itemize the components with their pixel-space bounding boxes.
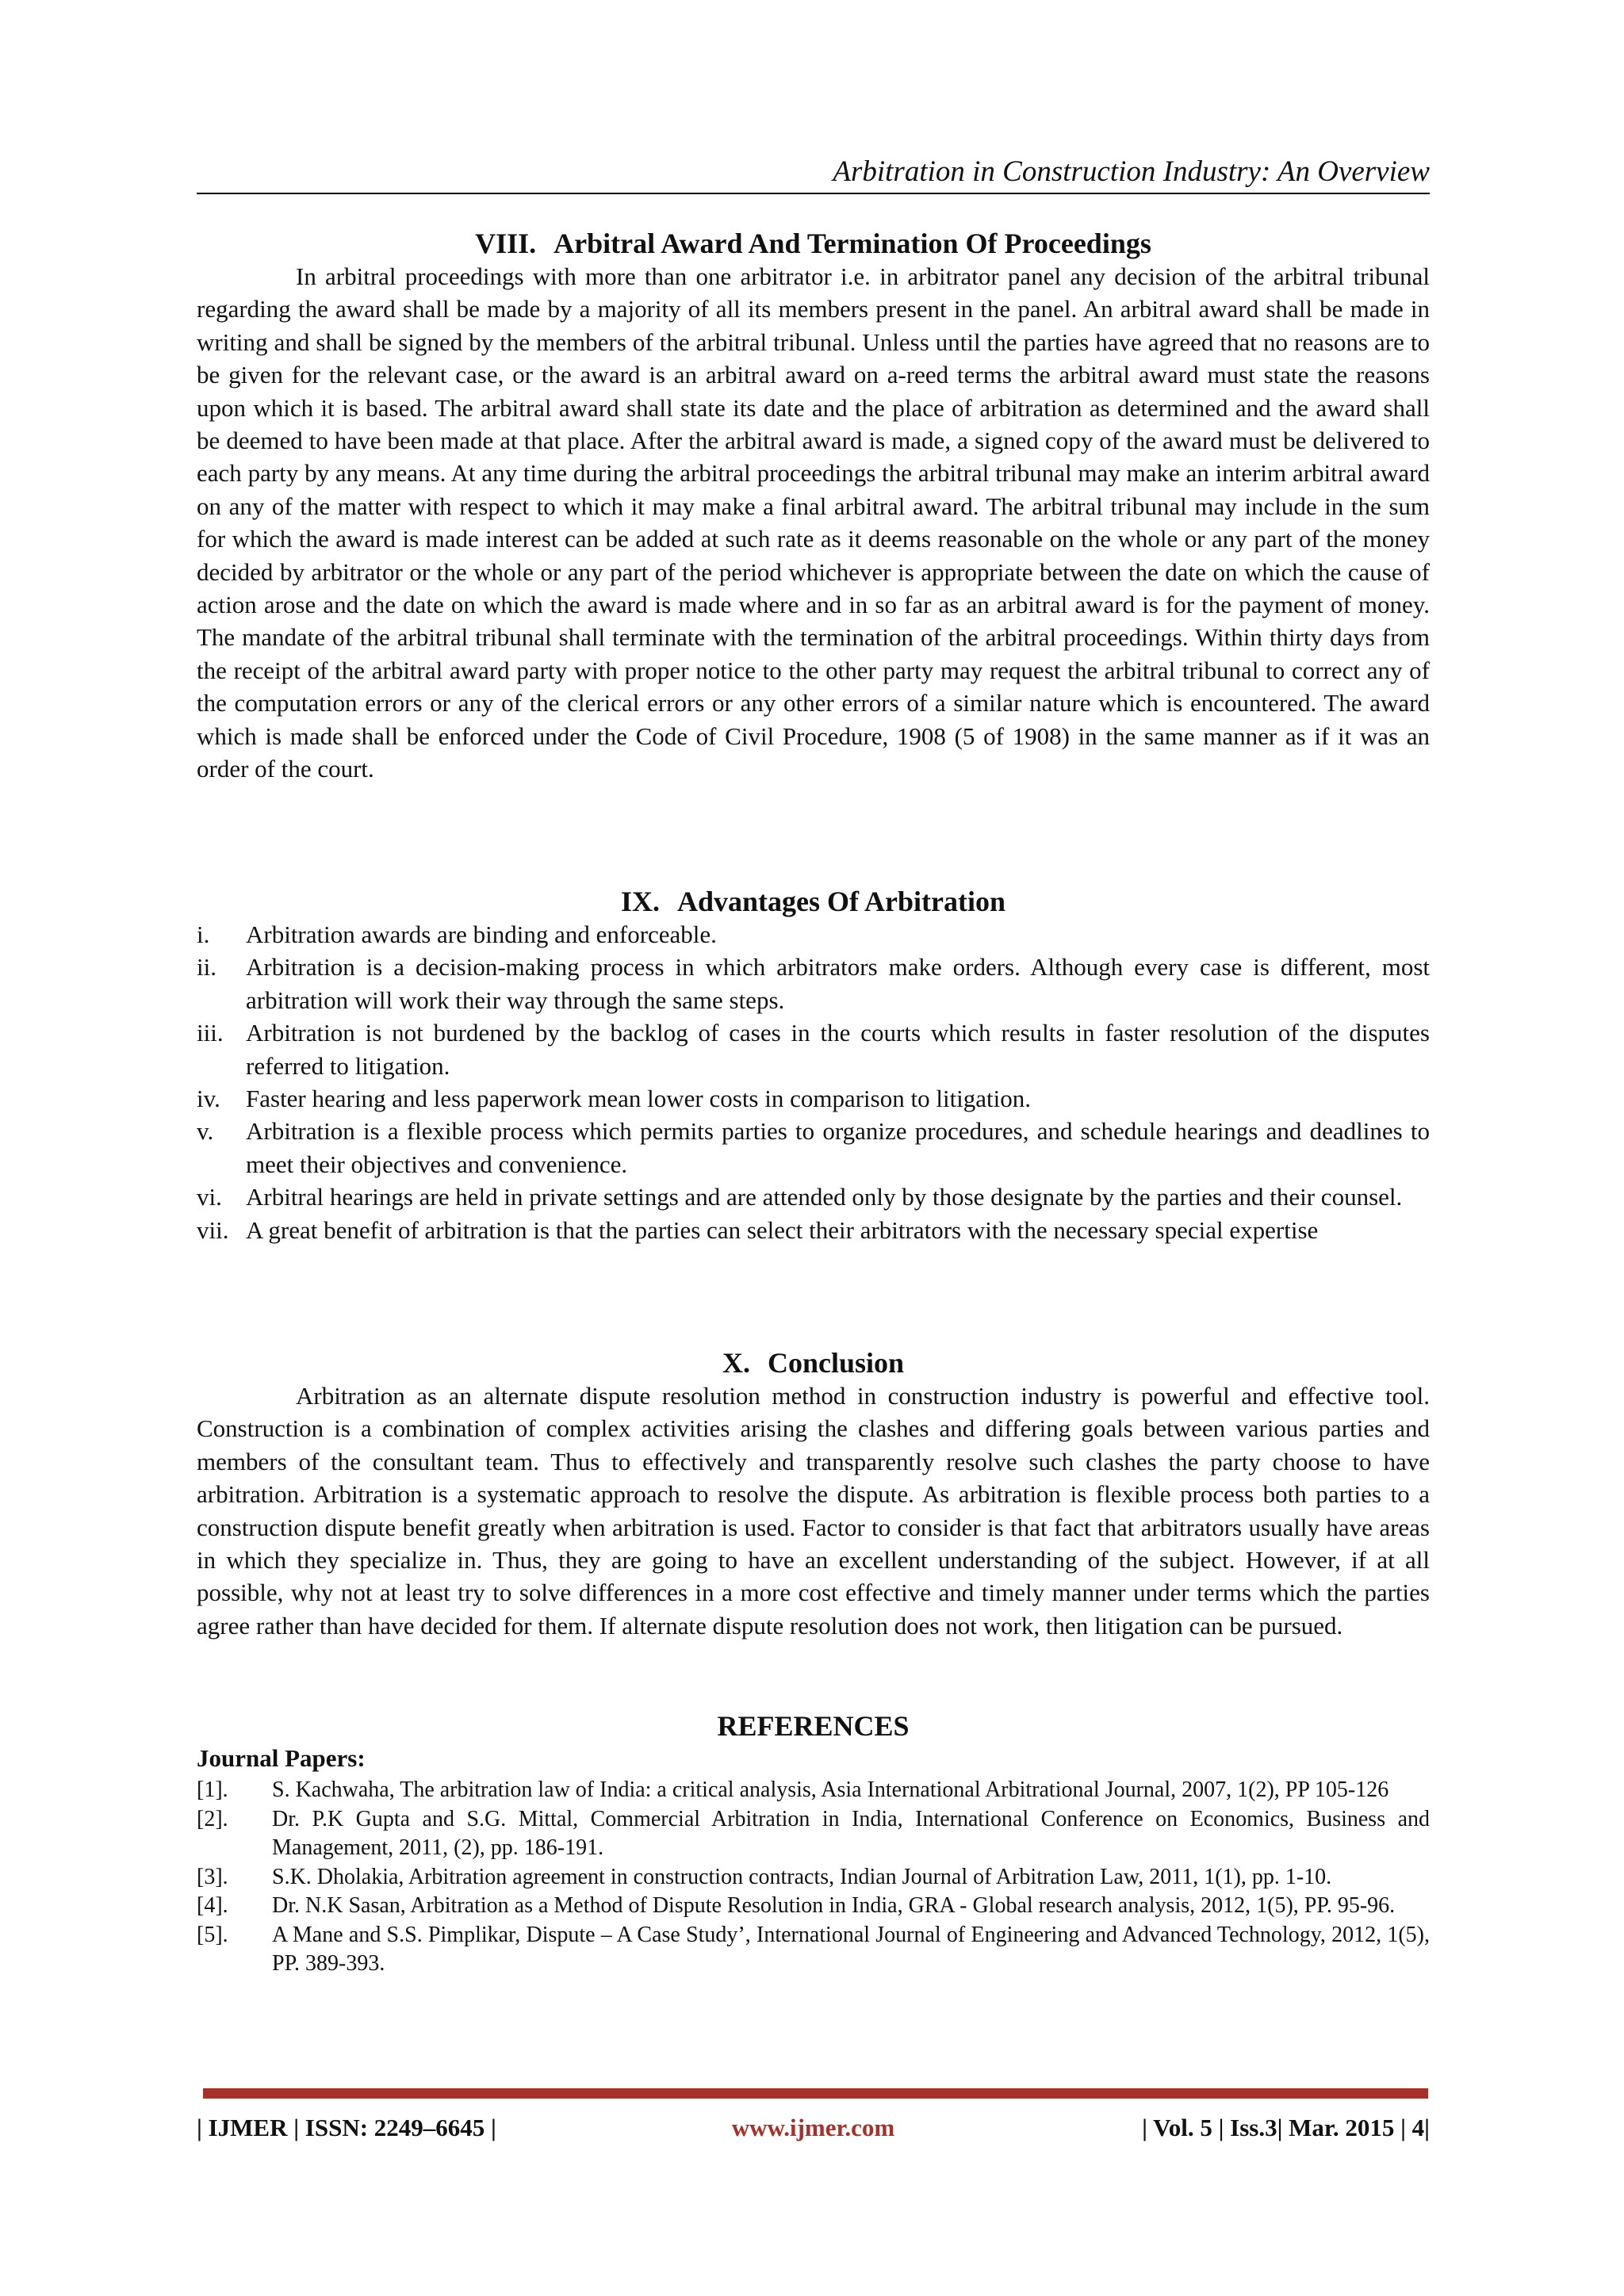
list-marker: vi. bbox=[197, 1183, 222, 1211]
reference-marker: [4]. bbox=[197, 1893, 228, 1918]
list-item bbox=[197, 951, 1430, 1016]
section-8-paragraph bbox=[197, 260, 1430, 786]
list-item-text: A great benefit of arbitration is that the parties can select their arbitrators with the necessary special expertise bbox=[246, 1215, 1319, 1244]
list-item-text: Faster hearing and less paperwork mean lower costs in comparison to litigation. bbox=[246, 1085, 1032, 1113]
reference-item bbox=[197, 1921, 1430, 1979]
references-list bbox=[197, 1776, 1430, 1979]
list-item-text: Arbitration awards are binding and enforceable. bbox=[246, 920, 717, 948]
section-9-title: Advantages Of Arbitration bbox=[677, 886, 1005, 917]
section-8-title: Arbitral Award And Termination Of Proceedings bbox=[553, 228, 1151, 259]
reference-marker: [1]. bbox=[197, 1777, 228, 1802]
reference-text: A Mane and S.S. Pimplikar, Dispute – A Case Study’, International Journal of Engineering and Advanced Technology, 2012, 1(5), PP. 389-393. bbox=[272, 1922, 1430, 1976]
list-marker: vii. bbox=[197, 1215, 229, 1244]
list-item bbox=[197, 1016, 1430, 1082]
footer-journal-info: | IJMER | ISSN: 2249–6645 | bbox=[197, 2114, 496, 2141]
list-item bbox=[197, 1214, 1430, 1246]
journal-page bbox=[197, 0, 1430, 2296]
footer-divider bbox=[203, 2088, 1428, 2099]
list-item bbox=[197, 918, 1430, 951]
reference-text: S. Kachwaha, The arbitration law of India: a critical analysis, Asia International Arbitrational Journal, 2007, 1(2), PP 105-126 bbox=[272, 1777, 1389, 1802]
list-item bbox=[197, 1181, 1430, 1213]
list-item bbox=[197, 1082, 1430, 1115]
reference-text: Dr. N.K Sasan, Arbitration as a Method of Dispute Resolution in India, GRA - Global research analysis, 2012, 1(5), PP. 95-96. bbox=[272, 1893, 1396, 1918]
section-9-heading bbox=[197, 884, 1430, 919]
reference-item bbox=[197, 1863, 1430, 1892]
reference-marker: [2]. bbox=[197, 1806, 228, 1831]
section-10-text: Arbitration as an alternate dispute resolution method in construction industry is powerful and effective tool. Construction is a combination of complex activities arising the clashes and differing goals between various parties and members of the consultant team. Thus to effectively and transparently resolve such clashes the party choose to have arbitration. Arbitration is a systematic approach to resolve the dispute. As arbitration is flexible process both parties to a construction dispute benefit greatly when arbitration is used. Factor to consider is that fact that arbitrators usually have areas in which they specialize in. Thus, they are going to have an excellent understanding of the subject. However, if at all possible, why not at least try to solve differences in a more cost effective and timely manner under terms which the parties agree rather than have decided for them. If alternate dispute resolution does not work, then litigation can be pursued. bbox=[197, 1382, 1430, 1640]
list-marker: ii. bbox=[197, 953, 216, 982]
section-9-number: IX. bbox=[620, 886, 660, 917]
list-marker: iii. bbox=[197, 1019, 224, 1047]
references-subheading: Journal Papers: bbox=[197, 1744, 366, 1772]
list-marker: i. bbox=[197, 920, 210, 948]
list-item-text: Arbitration is not burdened by the backlog of cases in the courts which results in faster resolution of the disputes referred to litigation. bbox=[246, 1019, 1430, 1080]
section-10-heading bbox=[197, 1345, 1430, 1380]
section-8-heading bbox=[197, 226, 1430, 261]
section-8-text: In arbitral proceedings with more than one arbitrator i.e. in arbitrator panel any decision of the arbitral tribunal regarding the award shall be made by a majority of all its members present in the panel. An arbitral award shall be made in writing and shall be signed by the members of the arbitral tribunal. Unless until the parties have agreed that no reasons are to be given for the relevant case, or the award is an arbitral award on a-reed terms the arbitral award must state the reasons upon which it is based. The arbitral award shall state its date and the place of arbitration as determined and the award shall be deemed to have been made at that place. After the arbitral award is made, a signed copy of the award must be delivered to each party by any means. At any time during the arbitral proceedings the arbitral tribunal may make an interim arbitral award on any of the matter with respect to which it may make a final arbitral award. The arbitral tribunal may include in the sum for which the award is made interest can be added at such rate as it deems reasonable on the whole or any part of the money decided by arbitrator or the whole or any part of the period whichever is appropriate between the date on which the cause of action arose and the date on which the award is made where and in so far as an arbitral award is for the payment of money. The mandate of the arbitral tribunal shall terminate with the termination of the arbitral proceedings. Within thirty days from the receipt of the arbitral award party with proper notice to the other party may request the arbitral tribunal to correct any of the computation errors or any of the clerical errors or any other errors of a similar nature which is encountered. The award which is made shall be enforced under the Code of Civil Procedure, 1908 (5 of 1908) in the same manner as if it was an order of the court. bbox=[197, 262, 1430, 783]
list-item bbox=[197, 1115, 1430, 1181]
reference-item bbox=[197, 1776, 1430, 1805]
reference-marker: [5]. bbox=[197, 1922, 228, 1947]
reference-text: Dr. P.K Gupta and S.G. Mittal, Commercial Arbitration in India, International Conference on Economics, Business and Management, 2011, (2), pp. 186-191. bbox=[272, 1806, 1430, 1860]
list-item-text: Arbitration is a decision-making process in which arbitrators make orders. Although every case is different, most arbitration will work their way through the same steps. bbox=[246, 953, 1430, 1014]
section-10-number: X. bbox=[722, 1347, 750, 1379]
advantages-list bbox=[197, 918, 1430, 1246]
list-marker: iv. bbox=[197, 1085, 220, 1113]
references-heading: REFERENCES bbox=[717, 1710, 910, 1742]
header-divider bbox=[197, 193, 1430, 194]
list-item-text: Arbitral hearings are held in private settings and are attended only by those designate by the parties and their counsel. bbox=[246, 1183, 1403, 1211]
section-8-number: VIII. bbox=[475, 228, 537, 259]
page-footer bbox=[197, 2110, 1430, 2145]
reference-text: S.K. Dholakia, Arbitration agreement in construction contracts, Indian Journal of Arbitration Law, 2011, 1(1), pp. 1-10. bbox=[272, 1864, 1332, 1889]
list-marker: v. bbox=[197, 1117, 214, 1146]
section-10-title: Conclusion bbox=[767, 1347, 905, 1379]
section-10-paragraph bbox=[197, 1380, 1430, 1642]
reference-item bbox=[197, 1892, 1430, 1921]
running-header: Arbitration in Construction Industry: An Overview bbox=[833, 155, 1430, 188]
reference-marker: [3]. bbox=[197, 1864, 228, 1889]
footer-issue-info: | Vol. 5 | Iss.3| Mar. 2015 | 4| bbox=[1142, 2114, 1430, 2141]
footer-website-link[interactable]: www.ijmer.com bbox=[731, 2114, 895, 2141]
list-item-text: Arbitration is a flexible process which permits parties to organize procedures, and schedule hearings and deadlines to meet their objectives and convenience. bbox=[246, 1117, 1430, 1178]
reference-item bbox=[197, 1805, 1430, 1863]
